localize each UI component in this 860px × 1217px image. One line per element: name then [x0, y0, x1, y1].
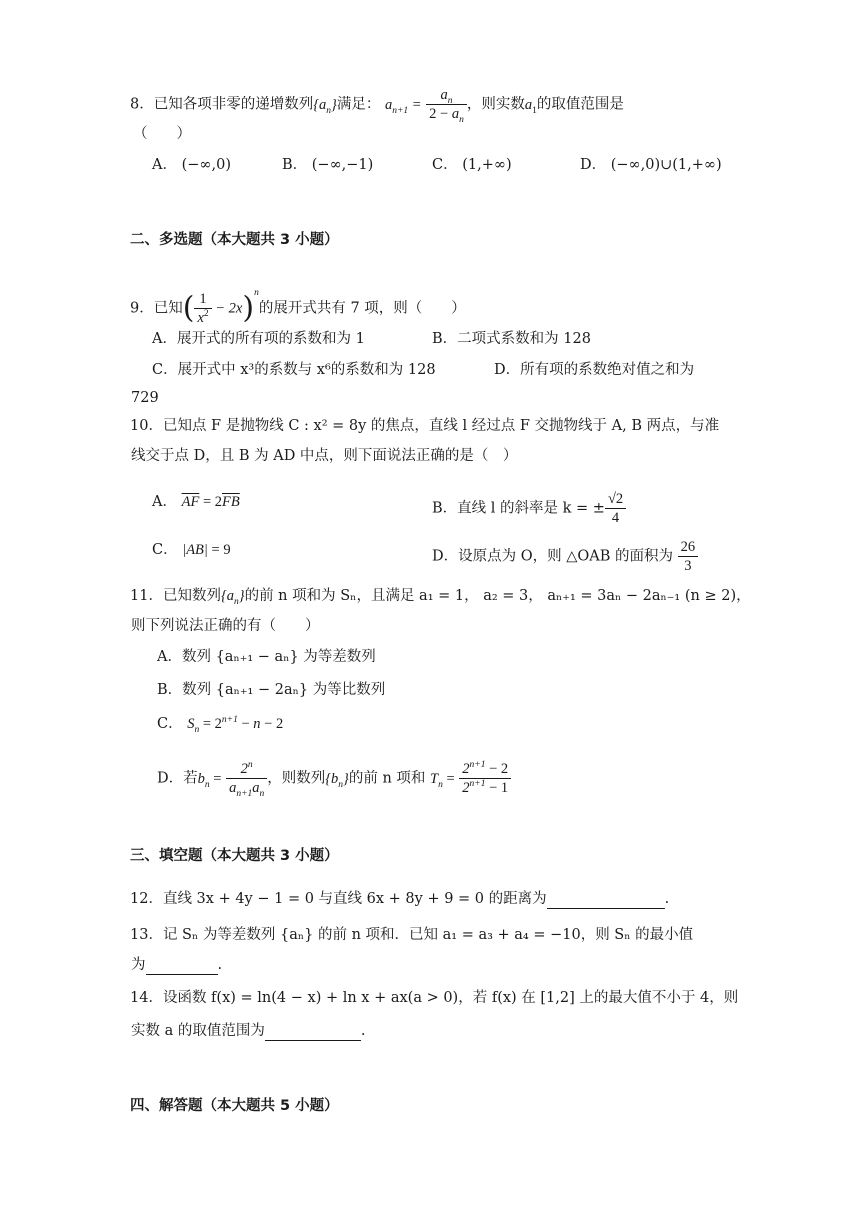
q8-option-b: B． (−∞,−1) — [282, 157, 374, 173]
q11-line2: 则下列说法正确的有（ ） — [131, 618, 320, 634]
q13-answer-blank[interactable] — [146, 958, 218, 975]
q10-option-d: D．设原点为 O，则 △OAB 的面积为 $\frac{26}{3}$ — [432, 538, 698, 575]
q13-line2: 为 . — [131, 957, 223, 973]
q9-option-d: D．所有项的系数绝对值之和为 — [494, 362, 695, 378]
q11-option-b: B．数列 {aₙ₊₁ − 2aₙ} 为等比数列 — [157, 682, 386, 698]
q11-option-d: D．若$b_n$ = $\frac{2^n}{a_{n+1}a_n}$ ，则数列$\{b_n\}$的前 n 项和 $T_n$ = $\frac{2^{n+1} - 2}{2^{n+1} - 1}$ — [157, 760, 511, 797]
q10-option-b: B．直线 l 的斜率是 k = ± $\frac{√2}{4}$ — [432, 490, 626, 527]
q10-line1: 10．已知点 F 是抛物线 C : x² = 8y 的焦点，直线 l 经过点 F 交抛物线于 A, B 两点，与准 — [130, 418, 720, 434]
section-3-heading: 三、填空题（本大题共 3 小题） — [130, 848, 339, 864]
q9-option-a: A．展开式的所有项的系数和为 1 — [152, 331, 365, 347]
q10-option-c: C． |AB| = 9 — [152, 542, 231, 558]
q8-fraction: $\frac{a_n}{2 - a_n}$ — [426, 86, 467, 123]
q11-option-c: C． $S_n = 2^{n+1} - n - 2$ — [157, 715, 284, 735]
q9-option-c: C．展开式中 x³的系数与 x⁶的系数和为 128 — [152, 362, 436, 378]
q11-line1: 11．已知数列$\{a_n\}$的前 n 项和为 Sₙ，且满足 a₁ = 1， a₂ = 3， aₙ₊₁ = 3aₙ − 2aₙ₋₁ (n ≥ 2)， — [130, 588, 751, 607]
q11-option-a: A．数列 {aₙ₊₁ − aₙ} 为等差数列 — [157, 649, 376, 665]
q8-option-a: A． (−∞,0) — [152, 157, 231, 173]
q10-line2: 线交于点 D，且 B 为 AD 中点，则下面说法正确的是（ ） — [131, 448, 518, 464]
section-2-heading: 二、多选题（本大题共 3 小题） — [130, 232, 339, 248]
q8-stem: 8．已知各项非零的递增数列$\{a_n\}$满足： $a_{n+1}$ = $\frac{a_n}{2 - a_n}$ ，则实数$a_1$的取值范围是 — [130, 87, 624, 125]
q14-answer-blank[interactable] — [265, 1024, 361, 1041]
section-4-heading: 四、解答题（本大题共 5 小题） — [130, 1098, 339, 1114]
q14-line1: 14．设函数 f(x) = ln(4 − x) + ln x + ax(a > 0)，若 f(x) 在 [1,2] 上的最大值不小于 4，则 — [130, 990, 739, 1006]
q9-stem: 9．已知( $\frac{1}{x^2}$ − 2x)$^n$的展开式共有 7 项，则（ ） — [130, 287, 466, 326]
q10-option-a: A． $\overline{AF} = 2\overline{FB}$ — [152, 494, 240, 510]
q12-answer-blank[interactable] — [547, 892, 665, 909]
q12-stem: 12．直线 3x + 4y − 1 = 0 与直线 6x + 8y + 9 = 0 的距离为 . — [130, 891, 670, 907]
q9-option-d-cont: 729 — [131, 390, 159, 406]
q13-line1: 13．记 Sₙ 为等差数列 {aₙ} 的前 n 项和．已知 a₁ = a₃ + a₄ = −10，则 Sₙ 的最小值 — [130, 927, 694, 943]
q8-option-c: C． (1,+∞) — [432, 157, 512, 173]
q9-option-b: B．二项式系数和为 128 — [432, 331, 591, 347]
q8-option-d: D． (−∞,0)∪(1,+∞) — [580, 157, 722, 173]
q8-paren: （ ） — [133, 126, 191, 142]
q14-line2: 实数 a 的取值范围为 . — [131, 1023, 366, 1039]
